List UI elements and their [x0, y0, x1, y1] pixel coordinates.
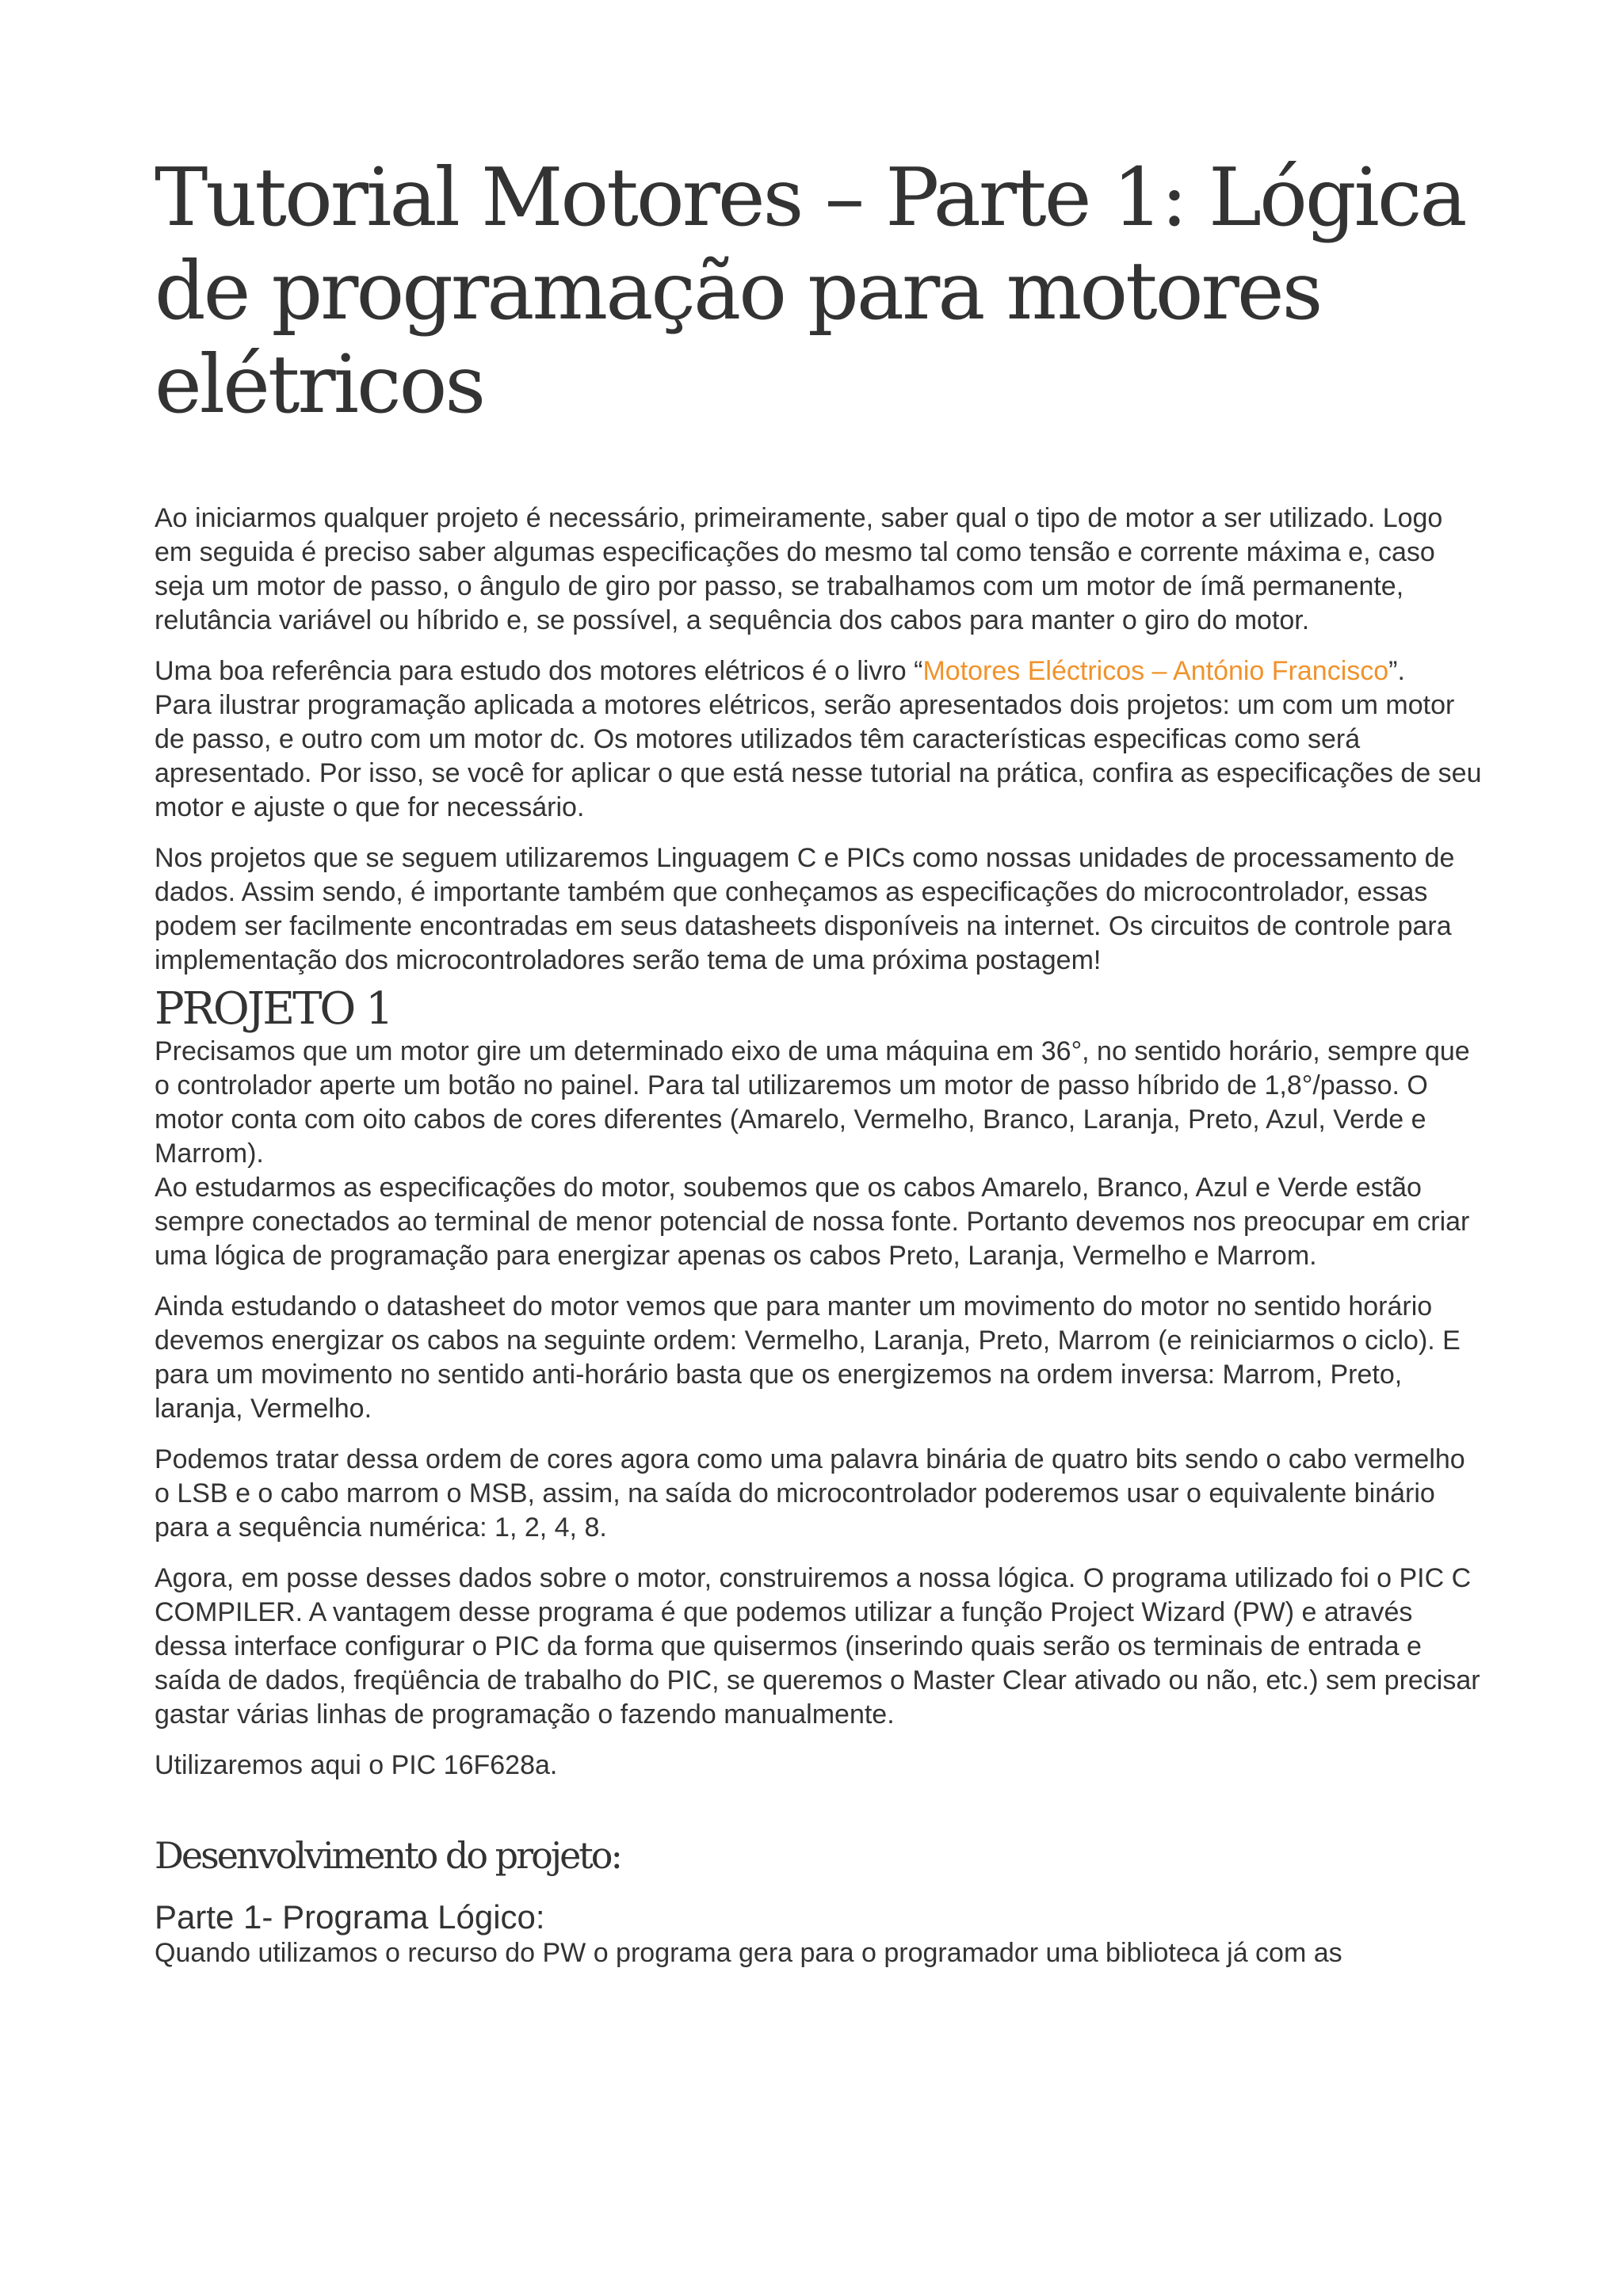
- page-title: Tutorial Motores – Parte 1: Lógica de programação para motores elétricos: [155, 151, 1465, 431]
- intro-paragraph-2-continued: Para ilustrar programação aplicada a motores elétricos, serão apresentados dois projetos: um com um motor de passo, e outro com um motor dc. Os motores utilizados têm características especificas como será apresentado. Por isso, se você for aplicar o que está nesse tutorial na prática, confira as especificações de seu motor e ajuste o que for necessário.: [155, 690, 1482, 822]
- project-1-paragraph-1-continued: Ao estudarmos as especificações do motor, soubemos que os cabos Amarelo, Branco, Azul e Verde estão sempre conectados ao terminal de menor potencial de nossa fonte. Portanto devemos nos preocupar em criar uma lógica de programação para energizar apenas os cabos Preto, Laranja, Vermelho e Marrom.: [155, 1173, 1470, 1271]
- intro-paragraph-1: Ao iniciarmos qualquer projeto é necessário, primeiramente, saber qual o tipo de motor a ser utilizado. Logo em seguida é preciso saber algumas especificações do mesmo tal como tensão e corrente máxima e, caso seja um motor de passo, o ângulo de giro por passo, se trabalhamos com um motor de ímã permanente, relutância variável ou híbrido e, se possível, a sequência dos cabos para manter o giro do motor.: [155, 503, 1443, 635]
- book-reference-link[interactable]: Motores Eléctricos – António Francisco: [922, 656, 1389, 686]
- project-1-heading: PROJETO 1: [155, 983, 391, 1035]
- project-1-paragraph-2: Ainda estudando o datasheet do motor vemos que para manter um movimento do motor no sentido horário devemos energizar os cabos na seguinte ordem: Vermelho, Laranja, Preto, Marrom (e reiniciarmos o ciclo). E para um movimento no sentido anti-horário basta que os energizemos na ordem inversa: Marrom, Preto, laranja, Vermelho.: [155, 1291, 1461, 1424]
- development-heading: Desenvolvimento do projeto:: [155, 1834, 621, 1877]
- development-subheading: Parte 1- Programa Lógico:: [155, 1898, 545, 1936]
- project-1-paragraph-5: Utilizaremos aqui o PIC 16F628a.: [155, 1750, 558, 1780]
- development-paragraph-1: Quando utilizamos o recurso do PW o programa gera para o programador uma biblioteca já com as: [155, 1938, 1342, 1968]
- intro-paragraph-3: Nos projetos que se seguem utilizaremos Linguagem C e PICs como nossas unidades de processamento de dados. Assim sendo, é importante também que conheçamos as especificações do microcontrolador, essas podem ser facilmente encontradas em seus datasheets disponíveis na internet. Os circuitos de controle para implementação dos microcontroladores serão tema de uma próxima postagem!: [155, 843, 1455, 975]
- intro-paragraph-2-lead: Uma boa referência para estudo dos motores elétricos é o livro “: [155, 656, 923, 686]
- project-1-paragraph-3: Podemos tratar dessa ordem de cores agora como uma palavra binária de quatro bits sendo o cabo vermelho o LSB e o cabo marrom o MSB, assim, na saída do microcontrolador poderemos usar o equivalente binário para a sequência numérica: 1, 2, 4, 8.: [155, 1444, 1465, 1543]
- project-1-paragraph-4: Agora, em posse desses dados sobre o motor, construiremos a nossa lógica. O programa utilizado foi o PIC C COMPILER. A vantagem desse programa é que podemos utilizar a função Project Wizard (PW) e através dessa interface configurar o PIC da forma que quisermos (inserindo quais serão os terminais de entrada e saída de dados, freqüência de trabalho do PIC, se queremos o Master Clear ativado ou não, etc.) sem precisar gastar várias linhas de programação o fazendo manualmente.: [155, 1563, 1480, 1730]
- document-page: [155, 151, 1482, 1970]
- intro-paragraph-2-close: ”.: [1388, 656, 1405, 686]
- intro-paragraph-2: [155, 654, 1482, 688]
- project-1-paragraph-1: Precisamos que um motor gire um determinado eixo de uma máquina em 36°, no sentido horário, sempre que o controlador aperte um botão no painel. Para tal utilizaremos um motor de passo híbrido de 1,8°/passo. O motor conta com oito cabos de cores diferentes (Amarelo, Vermelho, Branco, Laranja, Preto, Azul, Verde e Marrom).: [155, 1036, 1470, 1169]
